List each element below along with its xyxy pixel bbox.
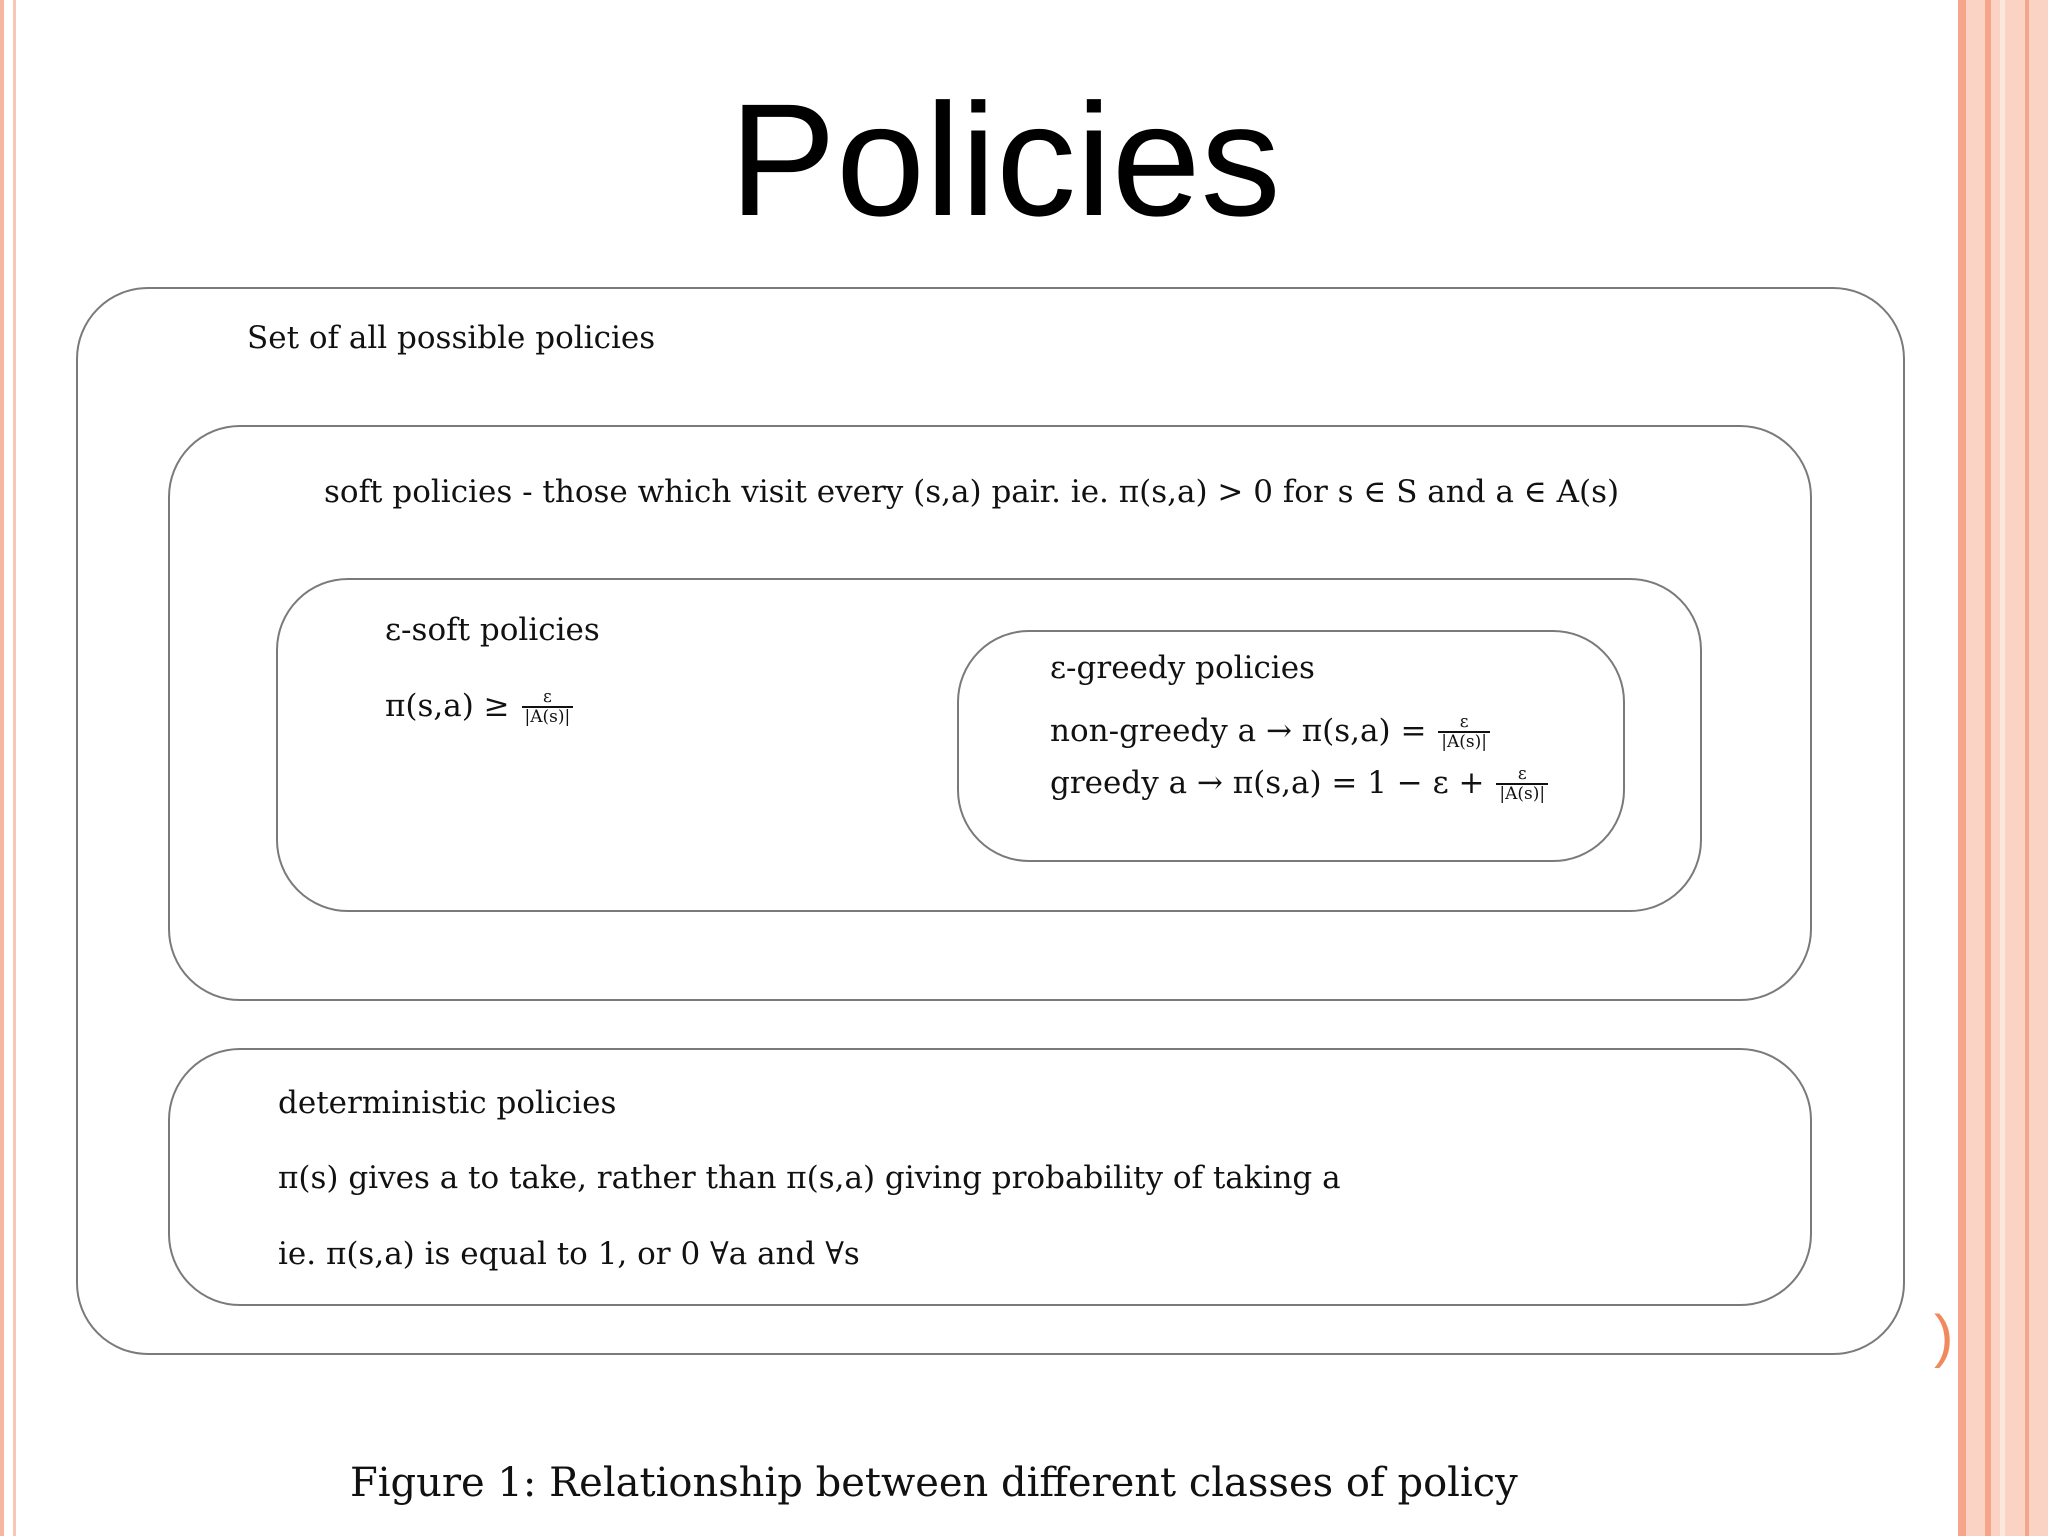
figure-caption: Figure 1: Relationship between different classes of policy [350, 1460, 1518, 1506]
soft-policies-label: soft policies - those which visit every (s,a) pair. ie. π(s,a) > 0 for s ∈ S and a ∈ A(s) [324, 474, 1620, 510]
fraction-numerator: ε [1438, 714, 1490, 733]
epsilon-soft-label: ε-soft policies [385, 612, 600, 648]
deterministic-line-1: π(s) gives a to take, rather than π(s,a) giving probability of taking a [278, 1160, 1341, 1196]
nongreedy-formula-lhs: non-greedy a → π(s,a) = [1050, 713, 1427, 749]
epsilon-greedy-nongreedy-formula [1050, 713, 1492, 751]
fraction-denominator: |A(s)| [1441, 732, 1488, 752]
deterministic-label: deterministic policies [278, 1085, 617, 1121]
fraction-numerator: ε [522, 689, 574, 708]
fraction-denominator: |A(s)| [1499, 784, 1546, 804]
epsilon-soft-fraction [522, 689, 574, 726]
nongreedy-fraction [1438, 714, 1490, 751]
epsilon-greedy-label: ε-greedy policies [1050, 650, 1315, 686]
greedy-fraction [1496, 766, 1548, 803]
deterministic-line-2: ie. π(s,a) is equal to 1, or 0 ∀a and ∀s [278, 1236, 860, 1272]
fraction-numerator: ε [1496, 766, 1548, 785]
epsilon-soft-formula [385, 688, 575, 726]
slide-title: Policies [729, 70, 1281, 249]
slide-number-marker-icon: ) [1934, 1304, 1954, 1369]
greedy-formula-lhs: greedy a → π(s,a) = 1 − ε + [1050, 765, 1485, 801]
all-policies-label: Set of all possible policies [247, 320, 656, 356]
slide-border-right-line [2025, 0, 2029, 1536]
epsilon-soft-formula-lhs: π(s,a) ≥ [385, 688, 510, 724]
epsilon-greedy-greedy-formula [1050, 765, 1550, 803]
fraction-denominator: |A(s)| [524, 707, 571, 727]
